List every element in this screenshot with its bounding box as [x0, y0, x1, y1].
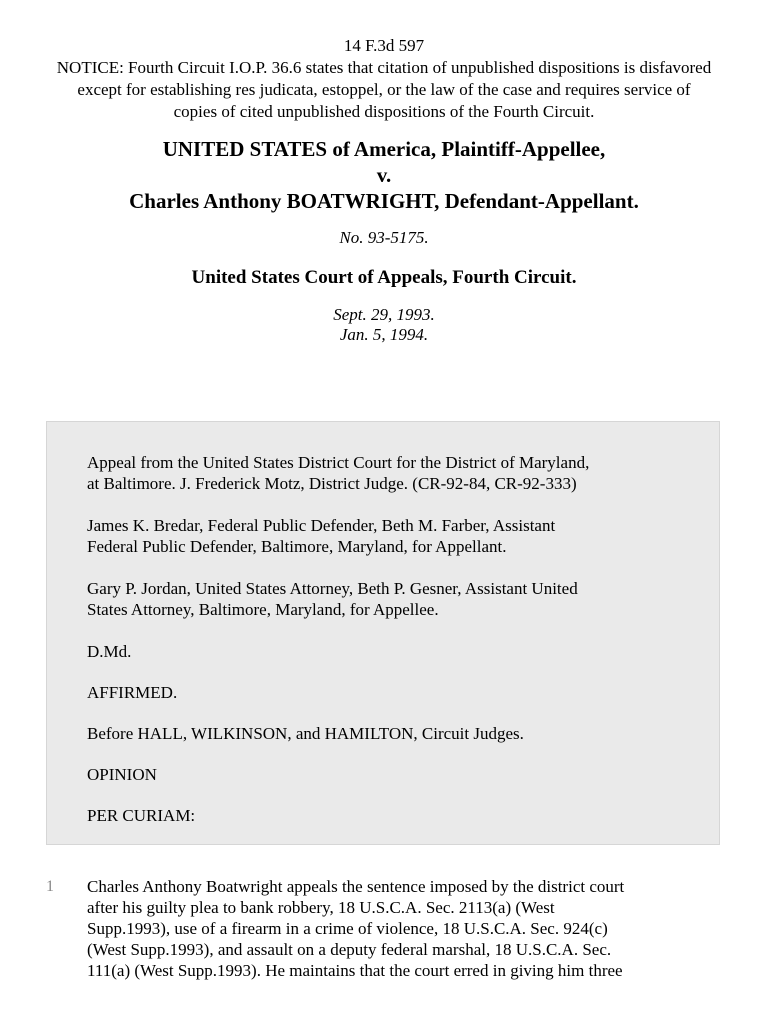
paragraph-line: (West Supp.1993), and assault on a deputy federal marshal, 18 U.S.C.A. Sec. — [87, 940, 612, 959]
appeal-from: Appeal from the United States District Court for the District of Maryland, at Baltimore. J. Frederick Motz, District Judge. (CR-92-84, CR-92-333) — [87, 453, 590, 493]
court-name: United States Court of Appeals, Fourth Circuit. — [191, 267, 577, 288]
document-header — [0, 0, 768, 123]
docket-number: No. 93-5175. — [339, 228, 429, 247]
unpublished-notice: NOTICE: Fourth Circuit I.O.P. 36.6 states that citation of unpublished dispositions is disfavored except for establishing res judicata, estoppel, or the law of the case and requires service of copies of cited unpublished dispositions of the Fourth Circuit. — [56, 58, 712, 121]
district-label: D.Md. — [87, 642, 132, 661]
paragraph-text — [87, 876, 727, 981]
defendant-line: Charles Anthony BOATWRIGHT, Defendant-Appellant. — [129, 189, 639, 213]
case-summary-box — [46, 421, 720, 845]
versus-line: v. — [376, 163, 392, 187]
appellee-counsel: Gary P. Jordan, United States Attorney, Beth P. Gesner, Assistant United States Attorney, Baltimore, Maryland, for Appellee. — [87, 579, 578, 619]
paragraph-number: 1 — [46, 878, 54, 895]
paragraph-line: after his guilty plea to bank robbery, 18 U.S.C.A. Sec. 2113(a) (West — [87, 898, 555, 917]
appellant-counsel: James K. Bredar, Federal Public Defender, Beth M. Farber, Assistant Federal Public Defender, Baltimore, Maryland, for Appellant. — [87, 516, 556, 556]
opinion-label: OPINION — [87, 765, 157, 784]
argued-date: Sept. 29, 1993. — [333, 305, 435, 324]
paragraph-line: Supp.1993), use of a firearm in a crime of violence, 18 U.S.C.A. Sec. 924(c) — [87, 919, 608, 938]
paragraph-line: 111(a) (West Supp.1993). He maintains that the court erred in giving him three — [87, 961, 623, 980]
per-curiam: PER CURIAM: — [87, 806, 196, 825]
decided-date: Jan. 5, 1994. — [339, 325, 429, 344]
case-caption — [0, 136, 768, 214]
plaintiff-line: UNITED STATES of America, Plaintiff-Appellee, — [162, 137, 606, 161]
panel: Before HALL, WILKINSON, and HAMILTON, Circuit Judges. — [87, 724, 524, 743]
citation: 14 F.3d 597 — [343, 36, 425, 55]
paragraph-line: Charles Anthony Boatwright appeals the sentence imposed by the district court — [87, 877, 625, 896]
disposition: AFFIRMED. — [87, 683, 178, 702]
decision-dates — [0, 305, 768, 345]
